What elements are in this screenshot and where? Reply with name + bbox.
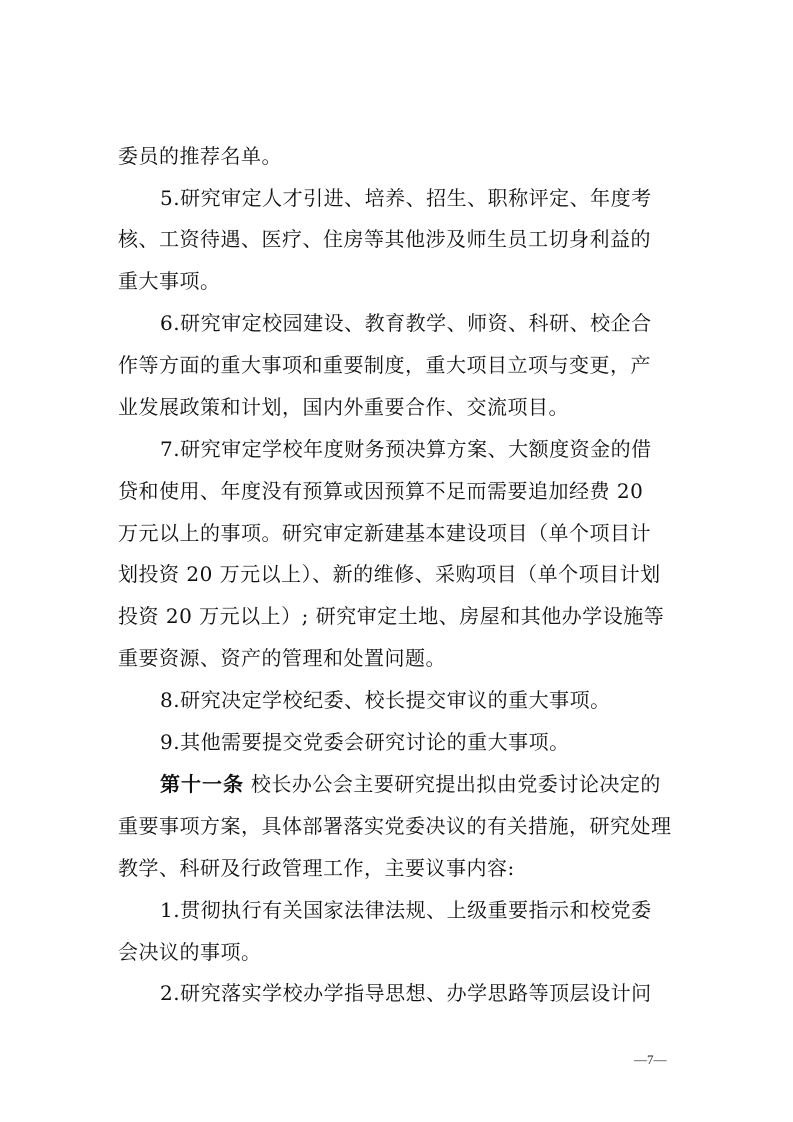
text-line: 2.研究落实学校办学指导思想、办学思路等顶层设计问 [160,981,652,1005]
text-line: 7.研究审定学校年度财务预决算方案、大额度资金的借 [160,437,652,461]
text-line: 1.贯彻执行有关国家法律法规、上级重要指示和校党委 [160,898,652,922]
article-heading: 第十一条 [160,772,244,796]
page-number: —7— [634,1052,667,1067]
text-line: 万元以上的事项。研究审定新建基本建设项目（单个项目计 [118,521,651,545]
article-text: 校长办公会主要研究提出拟由党委讨论决定的 [250,772,661,796]
text-line: 会决议的事项。 [118,940,262,964]
text-line: 5.研究审定人才引进、培养、招生、职称评定、年度考 [160,186,652,210]
text-line: 重要资源、资产的管理和处置问题。 [118,646,446,670]
text-line: 教学、科研及行政管理工作，主要议事内容: [118,856,515,880]
text-line: 8.研究决定学校纪委、校长提交审议的重大事项。 [160,688,611,712]
text-line: 6.研究审定校园建设、教育教学、师资、科研、校企合 [160,311,652,335]
text-line: 作等方面的重大事项和重要制度，重大项目立项与变更，产 [118,353,651,377]
text-line: 重要事项方案，具体部署落实党委决议的有关措施，研究处理 [118,814,672,838]
text-line: 重大事项。 [118,269,221,293]
text-line: 9.其他需要提交党委会研究讨论的重大事项。 [160,730,570,754]
text-line: 核、工资待遇、医疗、住房等其他涉及师生员工切身利益的 [118,227,651,251]
text-line: 贷和使用、年度没有预算或因预算不足而需要追加经费 20 [118,479,644,503]
text-line: 业发展政策和计划，国内外重要合作、交流项目。 [118,395,569,419]
text-line: 委员的推荐名单。 [118,144,282,168]
article-line [160,771,661,797]
text-line: 投资 20 万元以上）; 研究审定土地、房屋和其他办学设施等 [118,604,665,628]
text-line: 划投资 20 万元以上）、新的维修、采购项目（单个项目计划 [118,562,661,586]
